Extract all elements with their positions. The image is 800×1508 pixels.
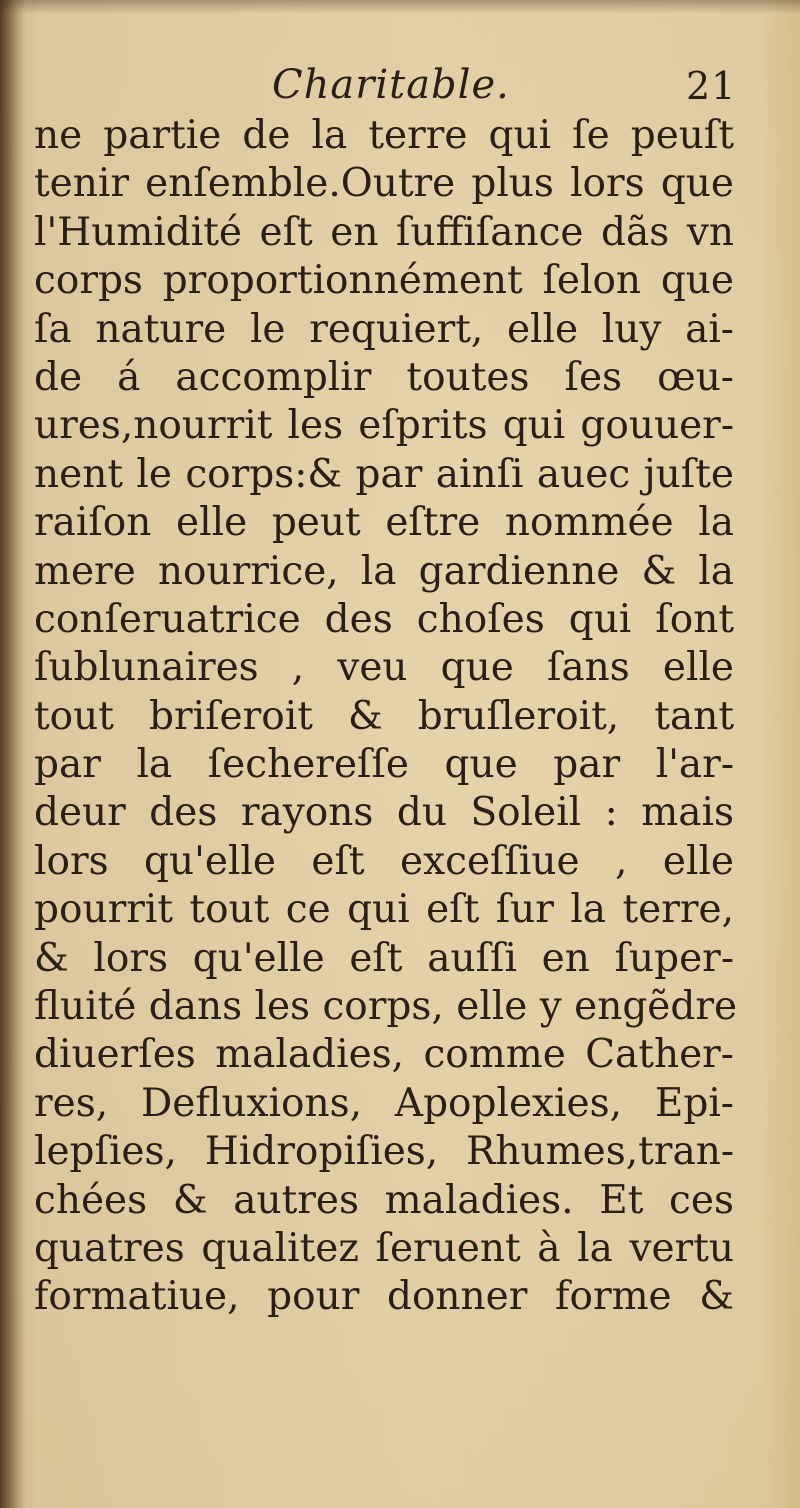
text-line: corps proportionnément ſelon que [34, 258, 734, 304]
page-number: 21 [686, 64, 737, 108]
text-line: ſa nature le requiert, elle luy ai- [34, 306, 734, 352]
text-line: fluité dans les corps, elle y engẽdre [34, 984, 738, 1030]
text-line: par la ſechereſſe que par l'ar- [34, 742, 734, 788]
text-line: de á accomplir toutes ſes œu- [34, 354, 734, 400]
text-line: conſeruatrice des choſes qui ſont [34, 596, 734, 642]
text-line: deur des rayons du Soleil : mais [34, 790, 734, 836]
running-title: Charitable. [272, 62, 510, 108]
body-text [34, 112, 738, 1322]
text-line: tenir enſemble.Outre plus lors que [34, 161, 734, 207]
running-header [0, 62, 800, 118]
page-gutter-shadow [0, 0, 26, 1508]
text-line: res, Defluxions, Apoplexies, Epi- [34, 1080, 734, 1126]
text-line: mere nourrice, la gardienne & la [34, 548, 734, 594]
text-line: quatres qualitez ſeruent à la vertu [34, 1225, 734, 1271]
page-top-edge [0, 0, 800, 14]
text-line: diuerſes maladies, comme Cather- [34, 1032, 734, 1078]
text-line: ne partie de la terre qui ſe peuſt [34, 113, 734, 158]
text-line: pourrit tout ce qui eſt ſur la terre, [34, 887, 734, 933]
text-line: raiſon elle peut eſtre nommée la [34, 500, 734, 546]
text-line: chées & autres maladies. Et ces [34, 1177, 734, 1223]
text-line: ſublunaires , veu que ſans elle [34, 645, 734, 691]
text-line: l'Humidité eſt en ſuffiſance dãs vn [34, 209, 734, 255]
text-line: nent le corps:& par ainſi auec juſte [34, 451, 734, 497]
text-line: formatiue, pour donner forme & [34, 1274, 734, 1320]
text-line: lepſies, Hidropiſies, Rhumes,tran- [34, 1129, 734, 1175]
text-line: & lors qu'elle eſt auſſi en ſuper- [34, 935, 734, 981]
text-line: ures,nourrit les eſprits qui gouuer- [34, 403, 734, 449]
text-line: tout briſeroit & bruſleroit, tant [34, 693, 734, 739]
text-line: lors qu'elle eſt exceſſiue , elle [34, 838, 734, 884]
